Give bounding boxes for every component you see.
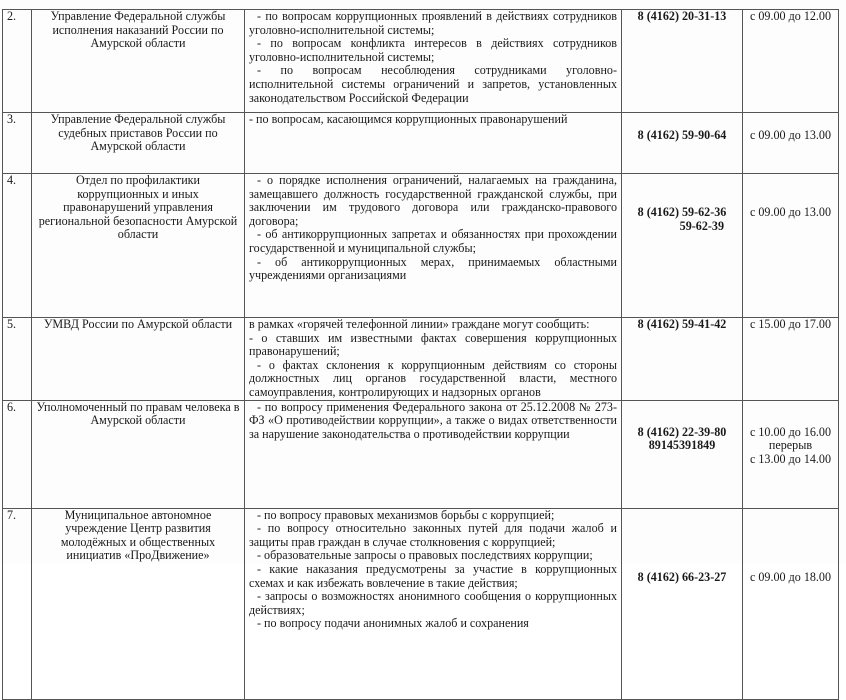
row-number: 7. xyxy=(3,508,32,699)
topics-cell xyxy=(245,318,622,401)
phone-number: 8 (4162) 59-62-36 xyxy=(637,205,727,219)
organization-name: Муниципальное автономное учреждение Центр развития молодёжных и общественных инициатив «ПроДвижение» xyxy=(32,508,245,699)
break-label: перерыв xyxy=(768,438,813,453)
working-hours: с 09.00 до 18.00 xyxy=(749,569,832,584)
topic-item: - об антикоррупционных запретах и обязанностях при прохождении государственной и муниципальной службы; xyxy=(249,227,617,255)
row-number: 5. xyxy=(3,318,32,401)
hours-cell xyxy=(743,10,839,113)
phone-number-secondary: 59-62-39 xyxy=(679,218,724,233)
organization-name: Управление Федеральной службы судебных приставов России по Амурской области xyxy=(32,113,245,174)
topic-item: - по вопросу относительно законных путей для подачи жалоб и защиты прав граждан в случае столкновения с коррупцией; xyxy=(249,521,617,549)
working-hours: с 15.00 до 17.00 xyxy=(749,317,832,331)
phone-cell xyxy=(622,10,743,113)
hours-cell xyxy=(743,113,839,174)
topic-item: - образовательные запросы о правовых последствиях коррупции; xyxy=(257,548,593,563)
topic-item: - какие наказания предусмотрены за участие в коррупционных схемах и как избежать вовлечение в такие действия; xyxy=(249,561,617,590)
phone-number-mobile: 89145391849 xyxy=(648,438,716,453)
phone-cell xyxy=(622,174,743,318)
phone-cell xyxy=(622,318,743,401)
topic-item: - об антикоррупционных мерах, принимаемых областными учреждениями организациями xyxy=(249,254,617,283)
topics-cell xyxy=(245,508,622,699)
topic-item: - по вопросам коррупционных проявлений в действиях сотрудников уголовно-исполнительной системы; xyxy=(249,9,617,37)
topic-item: - по вопросу применения Федерального закона от 25.12.2008 № 273-ФЗ «О противодействии коррупции», а также о видах ответственности за нарушение законодательства о противодействии коррупции xyxy=(249,399,617,441)
row-number: 6. xyxy=(3,400,32,508)
phone-cell xyxy=(622,113,743,174)
topics-cell xyxy=(245,174,622,318)
table-row xyxy=(3,174,839,318)
row-number: 3. xyxy=(3,113,32,174)
working-hours: с 09.00 до 13.00 xyxy=(749,205,832,219)
contacts-table xyxy=(2,9,839,700)
topic-item: - по вопросу подачи анонимных жалоб и сохранения xyxy=(257,616,529,631)
working-hours: с 10.00 до 16.00 xyxy=(749,424,832,439)
row-number: 2. xyxy=(3,10,32,113)
topic-item: - по вопросам несоблюдения сотрудниками уголовно-исполнительной системы ограничений и запретов, установленных законодательством Российской Федерации xyxy=(249,63,617,105)
topics-cell xyxy=(245,400,622,508)
phone-cell xyxy=(622,508,743,699)
table-row xyxy=(3,113,839,174)
topic-item: - о фактах склонения к коррупционным действиям со стороны должностных лиц органов государственной власти, местного самоуправления, контролирующих и надзорных органов xyxy=(249,357,617,399)
break-hours: с 13.00 до 14.00 xyxy=(749,451,832,466)
hours-cell xyxy=(743,174,839,318)
topics-cell xyxy=(245,113,622,174)
organization-name: Управление Федеральной службы исполнения наказаний России по Амурской области xyxy=(32,10,245,113)
table-row xyxy=(3,318,839,401)
topic-item: - по вопросам, касающимся коррупционных правонарушений xyxy=(249,112,568,126)
hours-cell xyxy=(743,400,839,508)
topics-cell xyxy=(245,10,622,113)
table-row xyxy=(3,10,839,113)
hours-cell xyxy=(743,318,839,401)
row-number: 4. xyxy=(3,174,32,318)
organization-name: Уполномоченный по правам человека в Амурской области xyxy=(32,400,245,508)
table-row xyxy=(3,400,839,508)
topic-item: - по вопросам конфликта интересов в действиях сотрудников уголовно-исполнительной системы; xyxy=(249,36,617,64)
phone-number: 8 (4162) 20-31-13 xyxy=(637,9,727,23)
working-hours: с 09.00 до 13.00 xyxy=(749,128,832,142)
topic-item: - о ставших им известными фактах совершения коррупционных правонарушений; xyxy=(249,330,617,359)
topic-intro: в рамках «горячей телефонной линии» граждане могут сообщить: xyxy=(249,317,590,331)
organization-name: УМВД России по Амурской области xyxy=(32,318,245,401)
phone-number: 8 (4162) 59-41-42 xyxy=(637,317,727,331)
topic-item: - по вопросу правовых механизмов борьбы с коррупцией; xyxy=(257,507,555,522)
topic-item: - о порядке исполнения ограничений, налагаемых на гражданина, замещавшего должность государственной гражданской службы, при заключении им трудового договора или гражданско-правового договора; xyxy=(249,173,617,228)
phone-number: 8 (4162) 59-90-64 xyxy=(637,128,727,142)
phone-number: 8 (4162) 66-23-27 xyxy=(637,569,727,584)
hours-cell xyxy=(743,508,839,699)
organization-name: Отдел по профилактики коррупционных и иных правонарушений управления региональной безопасности Амурской области xyxy=(32,174,245,318)
phone-cell xyxy=(622,400,743,508)
phone-number: 8 (4162) 22-39-80 xyxy=(637,424,727,439)
working-hours: с 09.00 до 12.00 xyxy=(749,9,832,23)
table-row xyxy=(3,508,839,699)
topic-item: - запросы о возможностях анонимного сообщения о коррупционных действиях; xyxy=(249,589,617,617)
